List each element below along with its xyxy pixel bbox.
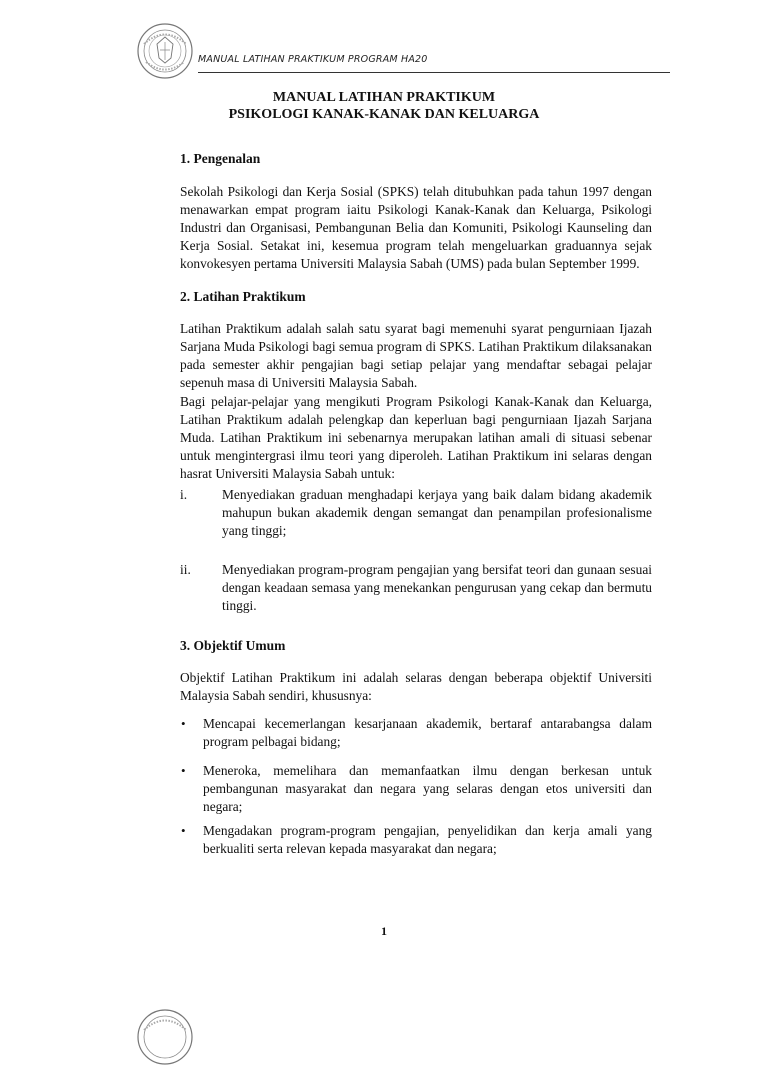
- section-heading-latihan: 2. Latihan Praktikum: [180, 289, 306, 304]
- university-seal-logo: [136, 22, 194, 80]
- paragraph-latihan-2: Bagi pelajar-pelajar yang mengikuti Program Psikologi Kanak-Kanak dan Keluarga, Latihan Praktikum adalah pelengkap dan keperluan bagi pengurniaan Ijazah Sarjana Muda. Latihan Praktikum ini sebenarnya merupakan latihan amali di situasi sebenar untuk mengintergrasi ilmu teori yang diperoleh. Latihan Praktikum ini selaras dengan hasrat Universiti Malaysia Sabah untuk:: [180, 394, 652, 481]
- paragraph-pengenalan: Sekolah Psikologi dan Kerja Sosial (SPKS) telah ditubuhkan pada tahun 1997 dengan menawarkan empat program iaitu Psikologi Kanak-Kanak dan Keluarga, Psikologi Industri dan Organisasi, Pembangunan Belia dan Komuniti, Psikologi Kaunseling dan Kerja Sosial. Setakat ini, kesemua program telah mengeluarkan graduannya sejak konvokesyen pertama Universiti Malaysia Sabah (UMS) pada bulan September 1999.: [180, 184, 652, 271]
- bullet-icon: •: [181, 823, 186, 838]
- section-heading-pengenalan: 1. Pengenalan: [180, 151, 261, 166]
- bullet-icon: •: [181, 716, 186, 731]
- university-seal-logo-next-page: [136, 1008, 194, 1066]
- running-header: MANUAL LATIHAN PRAKTIKUM PROGRAM HA20: [198, 54, 428, 65]
- section-heading-objektif: 3. Objektif Umum: [180, 638, 286, 653]
- list-number-ii: ii.: [180, 562, 191, 577]
- bullet-item-3: Mengadakan program-program pengajian, penyelidikan dan kerja amali yang berkualiti serta relevan kepada masyarakat dan negara;: [203, 823, 652, 856]
- bullet-icon: •: [181, 763, 186, 778]
- bullet-item-2: Meneroka, memelihara dan memanfaatkan ilmu dengan berkesan untuk pembangunan masyarakat dan negara yang selaras dengan etos universiti dan negara;: [203, 763, 652, 814]
- document-title: MANUAL LATIHAN PRAKTIKUM: [272, 90, 496, 105]
- document-subtitle: PSIKOLOGI KANAK-KANAK DAN KELUARGA: [228, 107, 540, 122]
- list-item-i: Menyediakan graduan menghadapi kerjaya yang baik dalam bidang akademik mahupun bukan akademik dengan semangat dan penampilan profesionalisme yang tinggi;: [222, 487, 652, 538]
- paragraph-latihan-1: Latihan Praktikum adalah salah satu syarat bagi memenuhi syarat pengurniaan Ijazah Sarjana Muda Psikologi bagi semua program di SPKS. Latihan Praktikum dilaksanakan pada semester akhir pengajian bagi setiap pelajar yang mendaftar sebagai pelajar sepenuh masa di Universiti Malaysia Sabah.: [180, 321, 652, 390]
- bullet-item-1: Mencapai kecemerlangan kesarjanaan akademik, bertaraf antarabangsa dalam program pelbagai bidang;: [203, 716, 652, 749]
- paragraph-objektif: Objektif Latihan Praktikum ini adalah selaras dengan beberapa objektif Universiti Malaysia Sabah sendiri, khususnya:: [180, 670, 652, 703]
- list-item-ii: Menyediakan program-program pengajian yang bersifat teori dan gunaan sesuai dengan keadaan semasa yang menekankan pengurusan yang cekap dan bermutu tinggi.: [222, 562, 652, 613]
- list-number-i: i.: [180, 487, 188, 502]
- page-number: 1: [381, 924, 387, 938]
